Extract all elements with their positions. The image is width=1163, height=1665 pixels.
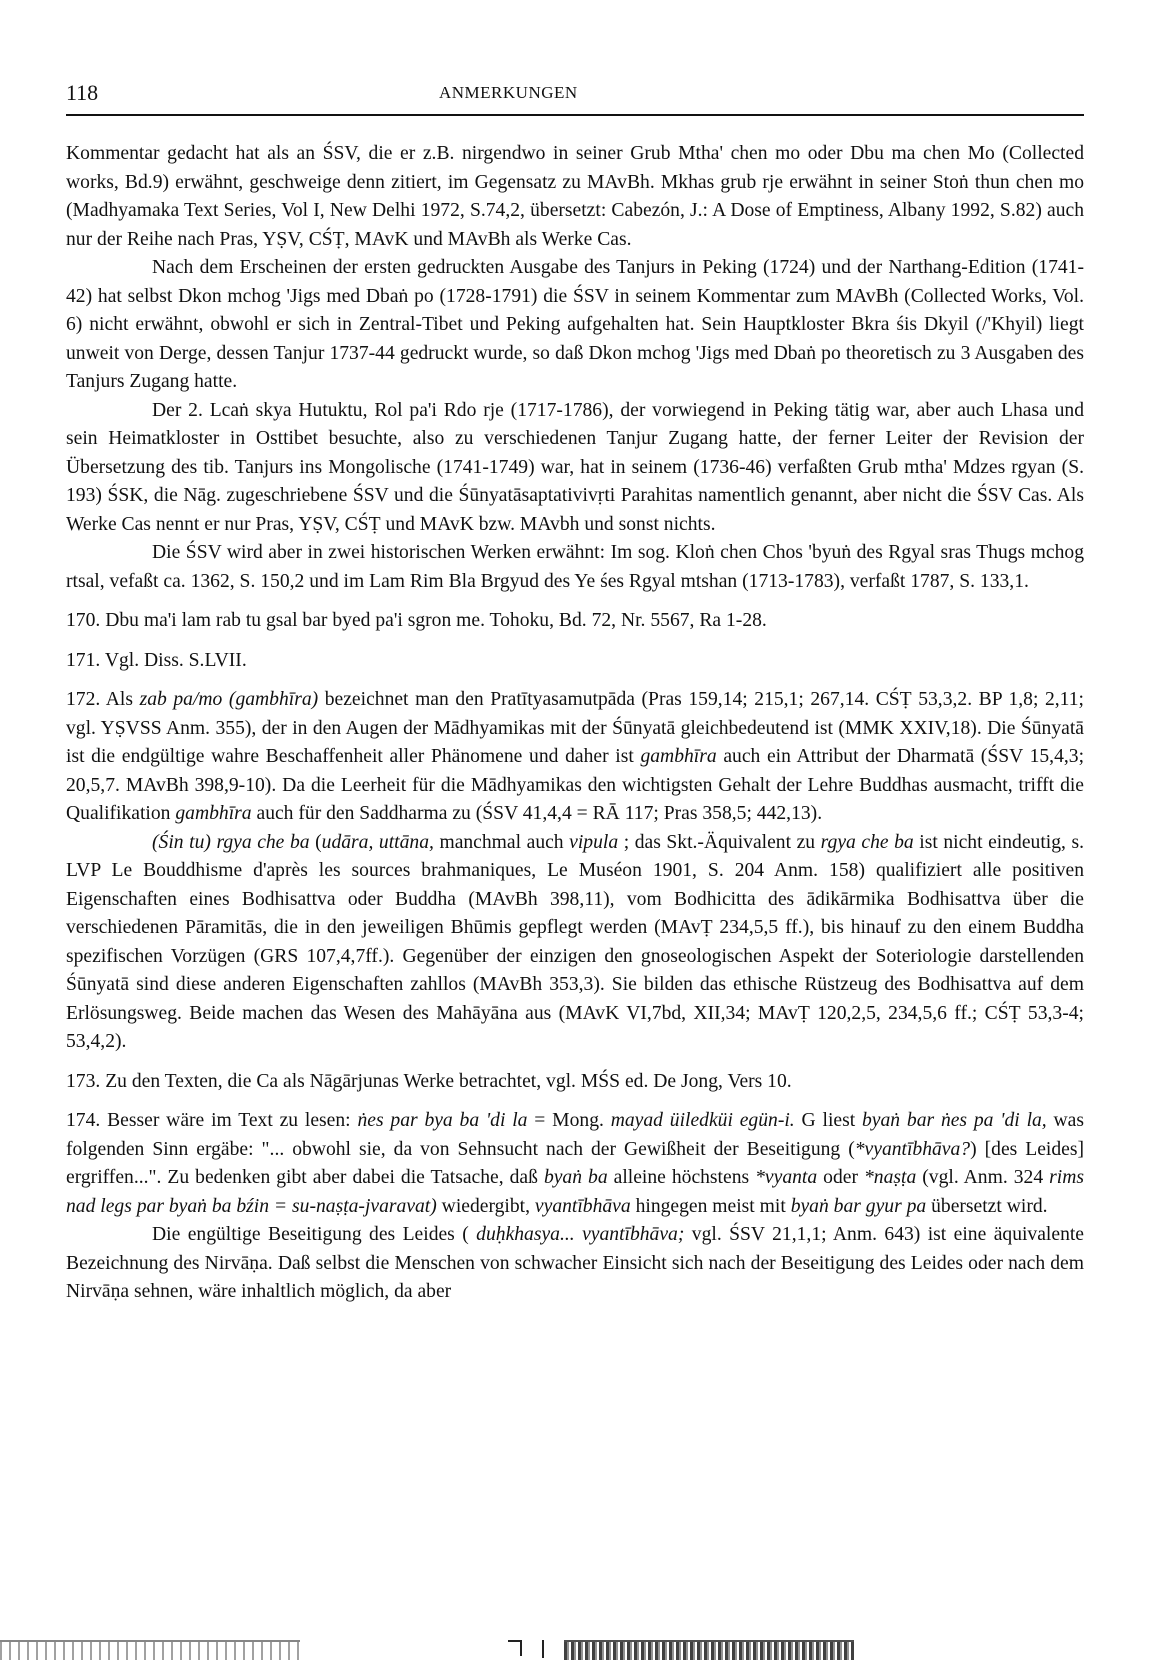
note-term: byaṅ bar ṅes pa 'di la, xyxy=(861,1110,1047,1131)
scan-artifact-right xyxy=(564,1640,854,1660)
note-text: ( xyxy=(309,831,322,853)
running-head: ANMERKUNGEN xyxy=(439,83,578,102)
note-text: ) [des Leides] ergriffen...". Zu bedenken gibt aber dabei die Tatsache, daß xyxy=(66,1138,1085,1188)
note-text: 172. Als xyxy=(66,689,140,710)
note-term: gambhīra xyxy=(640,746,717,767)
note-171: 171. Vgl. Diss. S.LVII. xyxy=(66,649,247,671)
scan-artifact-mark xyxy=(508,1640,522,1656)
note-text: 174. Besser wäre im Text zu lesen: xyxy=(66,1110,358,1131)
note-term: rgya che ba xyxy=(820,831,914,853)
note-text: oder xyxy=(817,1167,864,1188)
header-rule xyxy=(66,114,1084,116)
note-text: ist nicht eindeutig, s. LVP Le Bouddhisme d'après les sources brahmaniques, Le Muséon 1901, S. 204 Anm. 158) qualifiziert alle positiven Eigenschaften eines Bodhisattva oder Buddha (MAvBh 398,11), vom Bodhicitta des ādikārmika Bodhisattva über die verschiedenen Pāramitās, die in den jeweiligen Bhūmis gepflegt werden (MAvṬ 234,5,5 ff.), bis hinauf zu den einem Buddha spezifischen Vorzügen (GRS 107,4,7ff.). Gegenüber der einzigen den gnoseologischen Aspekt der Soteriologie darstellenden Śūnyatā sind diese anderen Eigenschaften zahllos (MAvBh 353,3). Sie bilden das ethische Rüstzeug des Bodhisattva auf dem Erlösungsweg. Beide machen das Wesen des Mahāyāna aus (MAvK VI,7bd, XII,34; MAvṬ 120,2,5, 234,5,6 ff.; CŚṬ 53,3-4; 53,4,2). xyxy=(66,831,1084,1052)
note-term: vipula xyxy=(569,831,619,853)
paragraph-continuation: Kommentar gedacht hat als an ŚSV, die er z.B. nirgendwo in seiner Grub Mtha' chen mo oder Dbu ma chen Mo (Collected works, Bd.9) erwähnt, geschweige denn zitiert, im Gegensatz zu MAvBh. Mkhas grub rje erwähnt in seiner Stoṅ thun chen mo (Madhyamaka Text Series, Vol I, New Delhi 1972, S.74,2, übersetzt: Cabezón, J.: A Dose of Emptiness, Albany 1992, S.82) auch nur der Reihe nach Pras, YṢV, CŚṬ, MAvK und MAvBh als Werke Cas. xyxy=(66,143,1084,250)
note-term: ṅes par bya ba 'di la xyxy=(357,1110,528,1131)
note-text: was folgenden Sinn ergäbe: "... obwohl sie, da von Sehnsucht nach der Gewißheit der Beseitigung ( xyxy=(66,1110,1085,1160)
note-term: rims nad legs par byaṅ ba bźin = su-naṣṭa-jvaravat) xyxy=(66,1167,1084,1217)
note-173: 173. Zu den Texten, die Ca als Nāgārjunas Werke betrachtet, vgl. MŚS ed. De Jong, Vers 10. xyxy=(66,1070,792,1092)
note-term: (Śin tu) rgya che ba xyxy=(152,831,310,853)
note-term: byaṅ bar gyur pa xyxy=(790,1195,927,1217)
note-term: gambhīra xyxy=(175,803,252,824)
page-header xyxy=(66,80,1084,114)
note-172-paragraph xyxy=(66,829,1084,1057)
body-text xyxy=(66,140,1084,1307)
note-term: vyantībhāva xyxy=(534,1195,631,1217)
note-174-paragraph xyxy=(66,1221,1084,1307)
paragraph: Nach dem Erscheinen der ersten gedruckten Ausgabe des Tanjurs in Peking (1724) und der Narthang-Edition (1741-42) hat selbst Dkon mchog 'Jigs med Dbaṅ po (1728-1791) die ŚSV in seinem Kommentar zum MAvBh (Collected Works, Vol. 6) nicht erwähnt, obwohl er sich in Zentral-Tibet und Peking aufgehalten hat. Sein Hauptkloster Bkra śis Dkyil (/'Khyil) liegt unweit von Derge, dessen Tanjur 1737-44 gedruckt wurde, so daß Dkon mchog 'Jigs med Dbaṅ po theoretisch zu 3 Ausgaben des Tanjurs Zugang hatte. xyxy=(66,257,1084,392)
paragraph: Die ŚSV wird aber in zwei historischen Werken erwähnt: Im sog. Kloṅ chen Chos 'byuṅ des Rgyal sras Thugs mchog rtsal, vefaßt ca. 1362, S. 150,2 und im Lam Rim Bla Brgyud des Ye śes Rgyal mtshan (1713-1783), verfaßt 1787, S. 133,1. xyxy=(66,542,1084,592)
note-text: bezeichnet man den Pratītyasamutpāda (Pras 159,14; 215,1; 267,14. CŚṬ 53,3,2. BP 1,8; 2,11; vgl. YṢVSS Anm. 355), der in den Augen der Mādhyamikas mit der Śūnyatā gleichbedeutend ist (MMK XXIV,18). Die Śūnyatā ist die endgültige wahre Beschaffenheit aller Phänomene und daher ist xyxy=(66,689,1084,767)
note-174 xyxy=(66,1107,1084,1221)
note-172 xyxy=(66,686,1084,829)
scan-artifact-left xyxy=(0,1640,300,1660)
page-number: 118 xyxy=(66,80,99,105)
note-text: hingegen meist mit xyxy=(630,1195,791,1217)
note-term: byaṅ ba xyxy=(543,1167,608,1188)
note-term: mayad üiledküi egün-i. xyxy=(610,1110,795,1131)
note-term: *vyantībhāva? xyxy=(854,1138,971,1160)
note-text: ; das Skt.-Äquivalent zu xyxy=(618,831,821,853)
note-term: zab pa/mo (gambhīra) xyxy=(139,689,319,710)
note-text: = Mong. xyxy=(527,1110,611,1131)
note-text: alleine höchstens xyxy=(607,1167,756,1188)
note-term: *vyanta xyxy=(755,1167,818,1188)
note-term: duḥkhasya... vyantībhāva; xyxy=(476,1224,685,1245)
note-text: (vgl. Anm. 324 xyxy=(916,1167,1050,1188)
note-text: wiedergibt, xyxy=(436,1195,535,1217)
note-text: übersetzt wird. xyxy=(926,1195,1048,1217)
note-term: *naṣṭa xyxy=(863,1167,917,1188)
note-text: G liest xyxy=(794,1110,862,1131)
note-term: udāra, uttāna, xyxy=(321,831,434,853)
note-text: Die engültige Beseitigung des Leides ( xyxy=(152,1224,477,1245)
paragraph: Der 2. Lcaṅ skya Hutuktu, Rol pa'i Rdo rje (1717-1786), der vorwiegend in Peking tätig war, aber auch Lhasa und sein Heimatkloster in Osttibet besuchte, also zu verschiedenen Tanjur Zugang hatte, der ferner Leiter der Revision der Übersetzung des tib. Tanjurs ins Mongolische (1741-1749) war, hat in seinem (1736-46) verfaßten Grub mtha' Mdzes rgyan (S. 193) ŚSK, die Nāg. zugeschriebene ŚSV und die Śūnyatāsaptativivṛti Parahitas namentlich genannt, aber nicht die ŚSV Cas. Als Werke Cas nennt er nur Pras, YṢV, CŚṬ und MAvK bzw. MAvbh und sonst nichts. xyxy=(66,399,1084,535)
note-text: vgl. ŚSV 21,1,1; Anm. 643) ist eine äquivalente Bezeichnung des Nirvāṇa. Daß selbst die Menschen von schwacher Einsicht sich nach der Beseitigung des Leides oder nach dem Nirvāṇa sehnen, wäre inhaltlich möglich, da aber xyxy=(66,1224,1085,1302)
note-text: manchmal auch xyxy=(433,831,570,853)
note-text: auch für den Saddharma zu (ŚSV 41,4,4 = RĀ 117; Pras 358,5; 442,13). xyxy=(251,803,823,824)
scan-artifact-mark xyxy=(542,1640,544,1658)
note-text: auch ein Attribut der Dharmatā (ŚSV 15,4,3; 20,5,7. MAvBh 398,9-10). Da die Leerheit für die Mādhyamikas den wichtigsten Gehalt der Lehre Buddhas ausmacht, trifft die Qualifikation xyxy=(66,746,1085,824)
note-170: 170. Dbu ma'i lam rab tu gsal bar byed pa'i sgron me. Tohoku, Bd. 72, Nr. 5567, Ra 1-28. xyxy=(66,610,767,631)
